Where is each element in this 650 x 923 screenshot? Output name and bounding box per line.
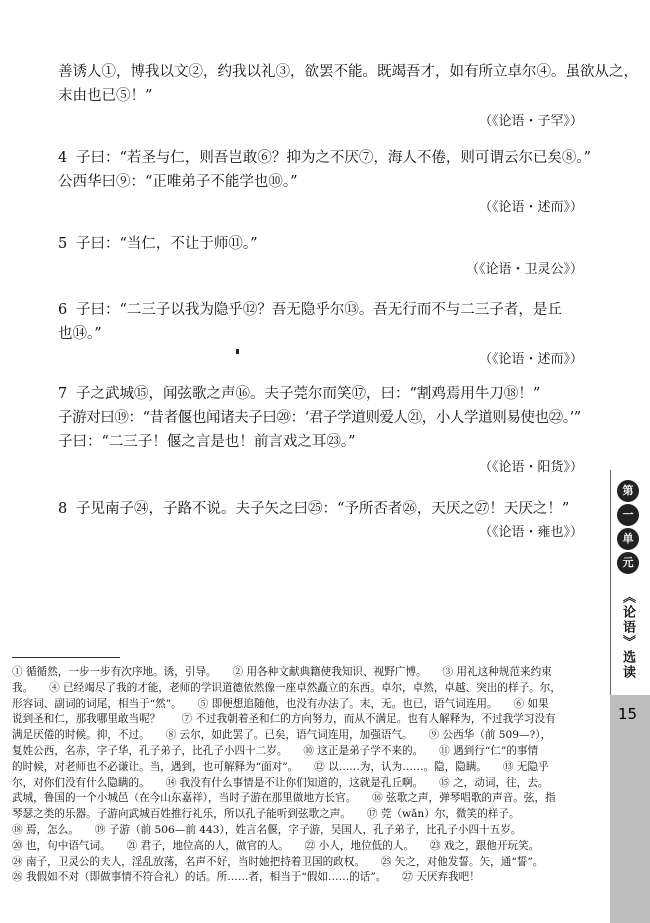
footnote-line: 的时候，对老师也不必谦让。当，遇到，也可解释为“面对”。 ⑫ 以……为，认为……。隐，隐瞒。 ⑬ 无隐乎 [12, 760, 549, 773]
ink-speck [236, 349, 239, 354]
footnote-line: 武城，鲁国的一个小城邑（在今山东嘉祥），当时子游在那里做地方长官。 ⑯ 弦歌之声，弹琴唱歌的声音。弦，指 [12, 792, 556, 805]
footnote-line: 复姓公西，名赤，字子华，孔子弟子，比孔子小四十二岁。 ⑩ 这正是弟子学不来的。 ⑪ 遇到行“仁”的事情 [12, 744, 539, 757]
passage-number: 5 [58, 236, 68, 252]
passage-line: 子曰：“若圣与仁，则吾岂敢⑥？抑为之不厌⑦，海人不倦，则可谓云尔已矣⑧。” [76, 150, 592, 166]
passage-line: 子见南子㉔，子路不说。夫子矢之曰㉕：“予所否者㉖，天厌之㉗！天厌之！” [76, 501, 570, 517]
unit-label [614, 478, 642, 576]
passage-number: 8 [58, 501, 68, 517]
unit-char: 元 [617, 552, 639, 574]
passage-source: （《论语・述而》） [478, 352, 583, 367]
passage-line: 子曰：“二三子！偃之言是也！前言戏之耳㉓。” [58, 434, 356, 450]
footnote-line: ⑱ 焉，怎么。 ⑲ 子游（前 506—前 443），姓言名偃，字子游，吴国人，孔子弟子，比孔子小四十五岁。 [12, 823, 522, 836]
footnote-line: ① 循循然，一步一步有次序地。诱，引导。 ② 用各种文献典籍使我知识、视野广博。 ③ 用礼这种规范来约束 [12, 666, 552, 678]
passage-number: 4 [58, 150, 68, 166]
passage-number: 6 [58, 302, 68, 318]
passage-line: 公西华曰⑨：“正唯弟子不能学也⑩。” [58, 174, 298, 190]
footnote-line: ㉖ 我假如不对（即做事情不符合礼）的话。所……者，相当于“假如……的话”。 ㉗ 天厌弃我吧！ [12, 871, 480, 884]
footnote-line: 尔，对你们没有什么隐瞒的。 ⑭ 我没有什么事情是不让你们知道的，这就是孔丘啊。 ⑮ 之，动词，往，去。 [12, 776, 549, 789]
passage-line: 子曰：“当仁，不让于师⑪。” [76, 236, 258, 252]
passage-8 [58, 497, 583, 543]
passage-line: 末由也已⑤！” [58, 88, 153, 104]
passage-source: （《论语・述而》） [478, 200, 583, 215]
footnote-line: 满足厌倦的时候。抑，不过。 ⑧ 云尔，如此罢了。已矣，语气词连用，加强语气。 ⑨ 公西华（前 509—?）， [12, 729, 552, 742]
passage-4 [58, 146, 592, 218]
passage-line: 也⑭。” [58, 326, 102, 342]
book-title: 《论语》选读 [620, 590, 635, 680]
passage-source: （《论语・子罕》） [478, 114, 583, 129]
footnote-line: 说到圣和仁，那我哪里敢当呢？ ⑦ 不过我朝着圣和仁的方向努力，而从不满足。也有人解释为，不过我学习没有 [12, 713, 556, 726]
passage-number: 7 [58, 386, 68, 402]
passage-source: （《论语・雍也》） [478, 525, 583, 540]
passage-line: 子曰：“二三子以我为隐乎⑫？吾无隐乎尔⑬。吾无行而不与二三子者，是丘 [76, 302, 562, 318]
passage-line: 子游对曰⑲：“昔者偃也闻诸夫子曰⑳：‘君子学道则爱人㉑，小人学道则易使也㉒。’” [58, 410, 581, 426]
unit-char: 一 [617, 504, 639, 526]
passage-6 [58, 298, 583, 370]
passage-line: 善诱人①，博我以文②，约我以礼③，欲罢不能。既竭吾才，如有所立卓尔④。虽欲从之， [58, 64, 638, 80]
passage-source: （《论语・阳货》） [478, 460, 583, 475]
footnote-line: ⑳ 也，句中语气词。 ㉑ 君子，地位高的人，做官的人。 ㉒ 小人，地位低的人。 ㉓ 戏之，跟他开玩笑。 [12, 839, 540, 852]
passage-source: （《论语・卫灵公》） [465, 262, 583, 277]
footnotes [12, 665, 592, 886]
passage-7 [58, 382, 583, 478]
sidebar-tab [610, 470, 650, 923]
page-number-block [610, 695, 650, 923]
footnote-divider [12, 657, 120, 658]
page-number: 15 [618, 705, 638, 723]
footnote-line: 形容词、副词的词尾，相当于“然”。 ⑤ 即便想追随他，也没有办法了。末，无。也已，语气词连用。 ⑥ 如果 [12, 697, 549, 710]
unit-char: 单 [617, 528, 639, 550]
footnote-line: 我。 ④ 已经竭尽了我的才能，老师的学识道德依然像一座卓然矗立的东西。卓尔，卓然，卓越、突出的样子。尔， [12, 681, 561, 694]
footnote-line: ㉔ 南子，卫灵公的夫人，淫乱放荡，名声不好，当时她把持着卫国的政权。 ㉕ 矢之，对他发誓。矢，通“誓”。 [12, 855, 544, 868]
passage-line: 子之武城⑮，闻弦歌之声⑯。夫子莞尔而笑⑰，曰：“割鸡焉用牛刀⑱！” [76, 386, 541, 402]
footnote-line: 琴瑟之类的乐器。子游向武城百姓推行礼乐，所以孔子能听到弦歌之声。 ⑰ 莞（wǎn）尔，微笑的样子。 [12, 808, 520, 821]
unit-char: 第 [617, 480, 639, 502]
passage-3-tail [58, 60, 638, 132]
passage-5 [58, 232, 583, 280]
